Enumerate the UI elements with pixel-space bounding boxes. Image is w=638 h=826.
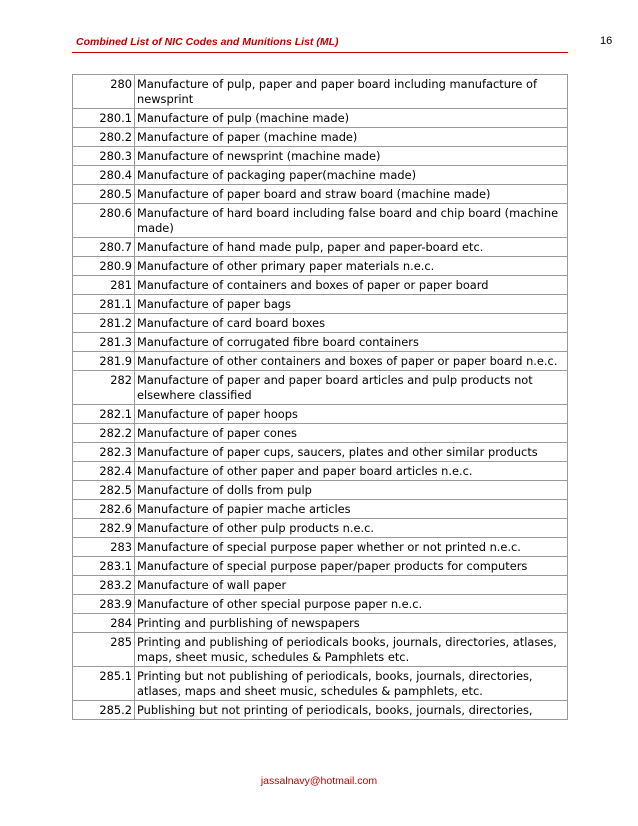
- nic-description-cell: Publishing but not printing of periodicals, books, journals, directories,: [135, 701, 568, 720]
- nic-description-cell: Manufacture of newsprint (machine made): [135, 147, 568, 166]
- nic-code-cell: 282.1: [73, 405, 135, 424]
- nic-code-cell: 280.2: [73, 128, 135, 147]
- table-row: [73, 333, 568, 352]
- table-row: [73, 500, 568, 519]
- table-row: [73, 405, 568, 424]
- table-row: [73, 109, 568, 128]
- table-row: [73, 462, 568, 481]
- nic-code-cell: 281.2: [73, 314, 135, 333]
- nic-description-cell: Manufacture of other primary paper materials n.e.c.: [135, 257, 568, 276]
- nic-code-cell: 281.9: [73, 352, 135, 371]
- table-row: [73, 538, 568, 557]
- footer-email: jassalnavy@hotmail.com: [260, 775, 378, 787]
- table-row: [73, 276, 568, 295]
- nic-description-cell: Manufacture of paper cups, saucers, plates and other similar products: [135, 443, 568, 462]
- nic-description-cell: Manufacture of special purpose paper/paper products for computers: [135, 557, 568, 576]
- nic-code-cell: 283.9: [73, 595, 135, 614]
- nic-code-cell: 282.2: [73, 424, 135, 443]
- document-header-title: Combined List of NIC Codes and Munitions List (ML): [76, 36, 339, 48]
- nic-description-cell: Manufacture of other special purpose paper n.e.c.: [135, 595, 568, 614]
- nic-code-cell: 280.6: [73, 204, 135, 238]
- nic-description-cell: Manufacture of card board boxes: [135, 314, 568, 333]
- table-row: [73, 352, 568, 371]
- table-row: [73, 185, 568, 204]
- nic-code-cell: 282.9: [73, 519, 135, 538]
- nic-description-cell: Manufacture of paper hoops: [135, 405, 568, 424]
- nic-description-cell: Manufacture of paper cones: [135, 424, 568, 443]
- table-row: [73, 614, 568, 633]
- nic-description-cell: Manufacture of packaging paper(machine made): [135, 166, 568, 185]
- nic-code-cell: 282.4: [73, 462, 135, 481]
- nic-code-cell: 283.2: [73, 576, 135, 595]
- nic-code-cell: 282.5: [73, 481, 135, 500]
- nic-description-cell: Manufacture of paper and paper board articles and pulp products not elsewhere classified: [135, 371, 568, 405]
- nic-description-cell: Manufacture of hand made pulp, paper and paper-board etc.: [135, 238, 568, 257]
- table-row: [73, 371, 568, 405]
- nic-code-cell: 280.7: [73, 238, 135, 257]
- table-row: [73, 424, 568, 443]
- nic-description-cell: Manufacture of other containers and boxes of paper or paper board n.e.c.: [135, 352, 568, 371]
- table-row: [73, 557, 568, 576]
- nic-code-cell: 282.3: [73, 443, 135, 462]
- nic-code-cell: 282.6: [73, 500, 135, 519]
- table-row: [73, 238, 568, 257]
- nic-description-cell: Manufacture of containers and boxes of paper or paper board: [135, 276, 568, 295]
- nic-code-cell: 280: [73, 75, 135, 109]
- nic-code-cell: 280.1: [73, 109, 135, 128]
- nic-description-cell: Manufacture of paper (machine made): [135, 128, 568, 147]
- nic-code-cell: 285.2: [73, 701, 135, 720]
- nic-code-cell: 280.3: [73, 147, 135, 166]
- table-row: [73, 128, 568, 147]
- nic-description-cell: Printing and publishing of periodicals books, journals, directories, atlases, maps, sheet music, schedules & Pamphlets etc.: [135, 633, 568, 667]
- table-row: [73, 257, 568, 276]
- nic-description-cell: Manufacture of papier mache articles: [135, 500, 568, 519]
- nic-description-cell: Manufacture of paper board and straw board (machine made): [135, 185, 568, 204]
- nic-code-cell: 281.1: [73, 295, 135, 314]
- table-row: [73, 314, 568, 333]
- table-row: [73, 701, 568, 720]
- page-number: 16: [600, 35, 613, 47]
- nic-description-cell: Manufacture of dolls from pulp: [135, 481, 568, 500]
- nic-code-cell: 283.1: [73, 557, 135, 576]
- nic-code-cell: 280.4: [73, 166, 135, 185]
- header-divider: [72, 52, 568, 53]
- table-row: [73, 166, 568, 185]
- nic-description-cell: Manufacture of wall paper: [135, 576, 568, 595]
- nic-code-cell: 281.3: [73, 333, 135, 352]
- table-row: [73, 667, 568, 701]
- table-row: [73, 633, 568, 667]
- table-row: [73, 443, 568, 462]
- nic-description-cell: Manufacture of pulp, paper and paper board including manufacture of newsprint: [135, 75, 568, 109]
- nic-codes-table: [72, 74, 568, 720]
- table-row: [73, 481, 568, 500]
- nic-code-cell: 280.5: [73, 185, 135, 204]
- nic-description-cell: Manufacture of pulp (machine made): [135, 109, 568, 128]
- table-row: [73, 576, 568, 595]
- nic-description-cell: Printing and purblishing of newspapers: [135, 614, 568, 633]
- table-row: [73, 595, 568, 614]
- nic-code-cell: 285.1: [73, 667, 135, 701]
- table-row: [73, 204, 568, 238]
- nic-code-cell: 283: [73, 538, 135, 557]
- nic-description-cell: Manufacture of other pulp products n.e.c.: [135, 519, 568, 538]
- table-row: [73, 75, 568, 109]
- nic-description-cell: Manufacture of special purpose paper whether or not printed n.e.c.: [135, 538, 568, 557]
- nic-code-cell: 285: [73, 633, 135, 667]
- table-row: [73, 519, 568, 538]
- nic-code-cell: 284: [73, 614, 135, 633]
- table-body: [73, 75, 568, 720]
- nic-code-cell: 280.9: [73, 257, 135, 276]
- nic-code-cell: 281: [73, 276, 135, 295]
- table-row: [73, 147, 568, 166]
- table-row: [73, 295, 568, 314]
- nic-description-cell: Manufacture of paper bags: [135, 295, 568, 314]
- nic-description-cell: Manufacture of hard board including false board and chip board (machine made): [135, 204, 568, 238]
- nic-description-cell: Printing but not publishing of periodicals, books, journals, directories, atlases, maps and sheet music, schedules & pamphlets, etc.: [135, 667, 568, 701]
- nic-code-cell: 282: [73, 371, 135, 405]
- nic-description-cell: Manufacture of other paper and paper board articles n.e.c.: [135, 462, 568, 481]
- nic-description-cell: Manufacture of corrugated fibre board containers: [135, 333, 568, 352]
